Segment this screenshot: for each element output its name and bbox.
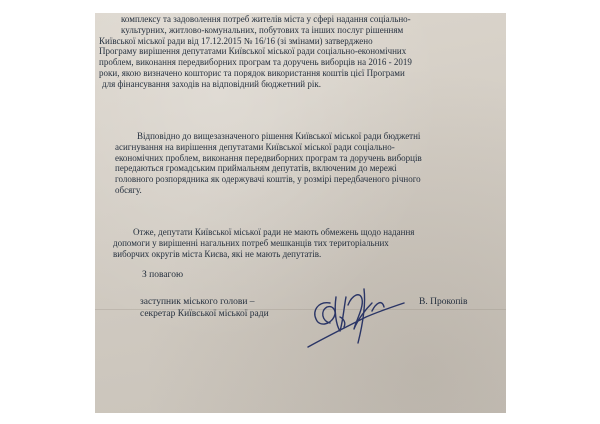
- text-line: Відповідно до вищезазначеного рішення Київської міської ради бюджетні: [137, 131, 421, 141]
- text-line: культурних, житлово-комунальних, побутових та інших послуг рішенням: [121, 24, 404, 35]
- signer-name: В. Прокопів: [419, 297, 468, 307]
- text-line: допомоги у вирішенні нагальних потреб мешканців тих територіальних: [113, 237, 389, 248]
- text-line: виборчих округів міста Києва, які не мають депутатів.: [113, 248, 322, 259]
- text-line: комплексу та задоволення потреб жителів міста у сфері надання соціально-: [121, 14, 411, 24]
- closing-salutation: З повагою: [142, 270, 184, 280]
- paragraph-conclusion: [99, 227, 499, 259]
- text-line: роки, якою визначено кошторис та порядок використання коштів цієї Програми: [99, 67, 405, 78]
- text-line: Київської міської ради від 17.12.2015 № 16/16 (зі змінами) затверджено: [99, 35, 373, 46]
- letter-photo: [95, 13, 506, 413]
- text-line: економічних проблем, виконання передвиборних програм та доручень виборців: [115, 152, 422, 163]
- text-line: головного розпорядника як одержувачі коштів, у розмірі передбаченого річного: [115, 174, 421, 185]
- signer-position-line: секретар Київської міської ради: [140, 309, 269, 319]
- text-line: передаються громадським приймальням депутатів, включеним до мережі: [115, 163, 397, 174]
- text-line: Отже, депутати Київської міської ради не мають обмежень щодо надання: [133, 227, 415, 237]
- text-line: асигнування на вирішення депутатами Київської міської ради соціально-: [115, 141, 395, 152]
- paragraph-programme: [99, 14, 499, 90]
- text-line: проблем, виконання передвиборних програм та доручень виборців на 2016 - 2019: [99, 57, 412, 68]
- signer-position-line: заступник міського голови –: [140, 297, 255, 307]
- text-line: Програму вирішення депутатами Київської міської ради соціально-економічних: [99, 46, 407, 57]
- text-line: обсягу.: [115, 184, 142, 195]
- signer-position: [140, 296, 269, 320]
- paragraph-budget: [99, 131, 499, 196]
- text-line: для фінансування заходів на відповідний бюджетний рік.: [102, 78, 321, 89]
- handwritten-signature: [300, 281, 410, 361]
